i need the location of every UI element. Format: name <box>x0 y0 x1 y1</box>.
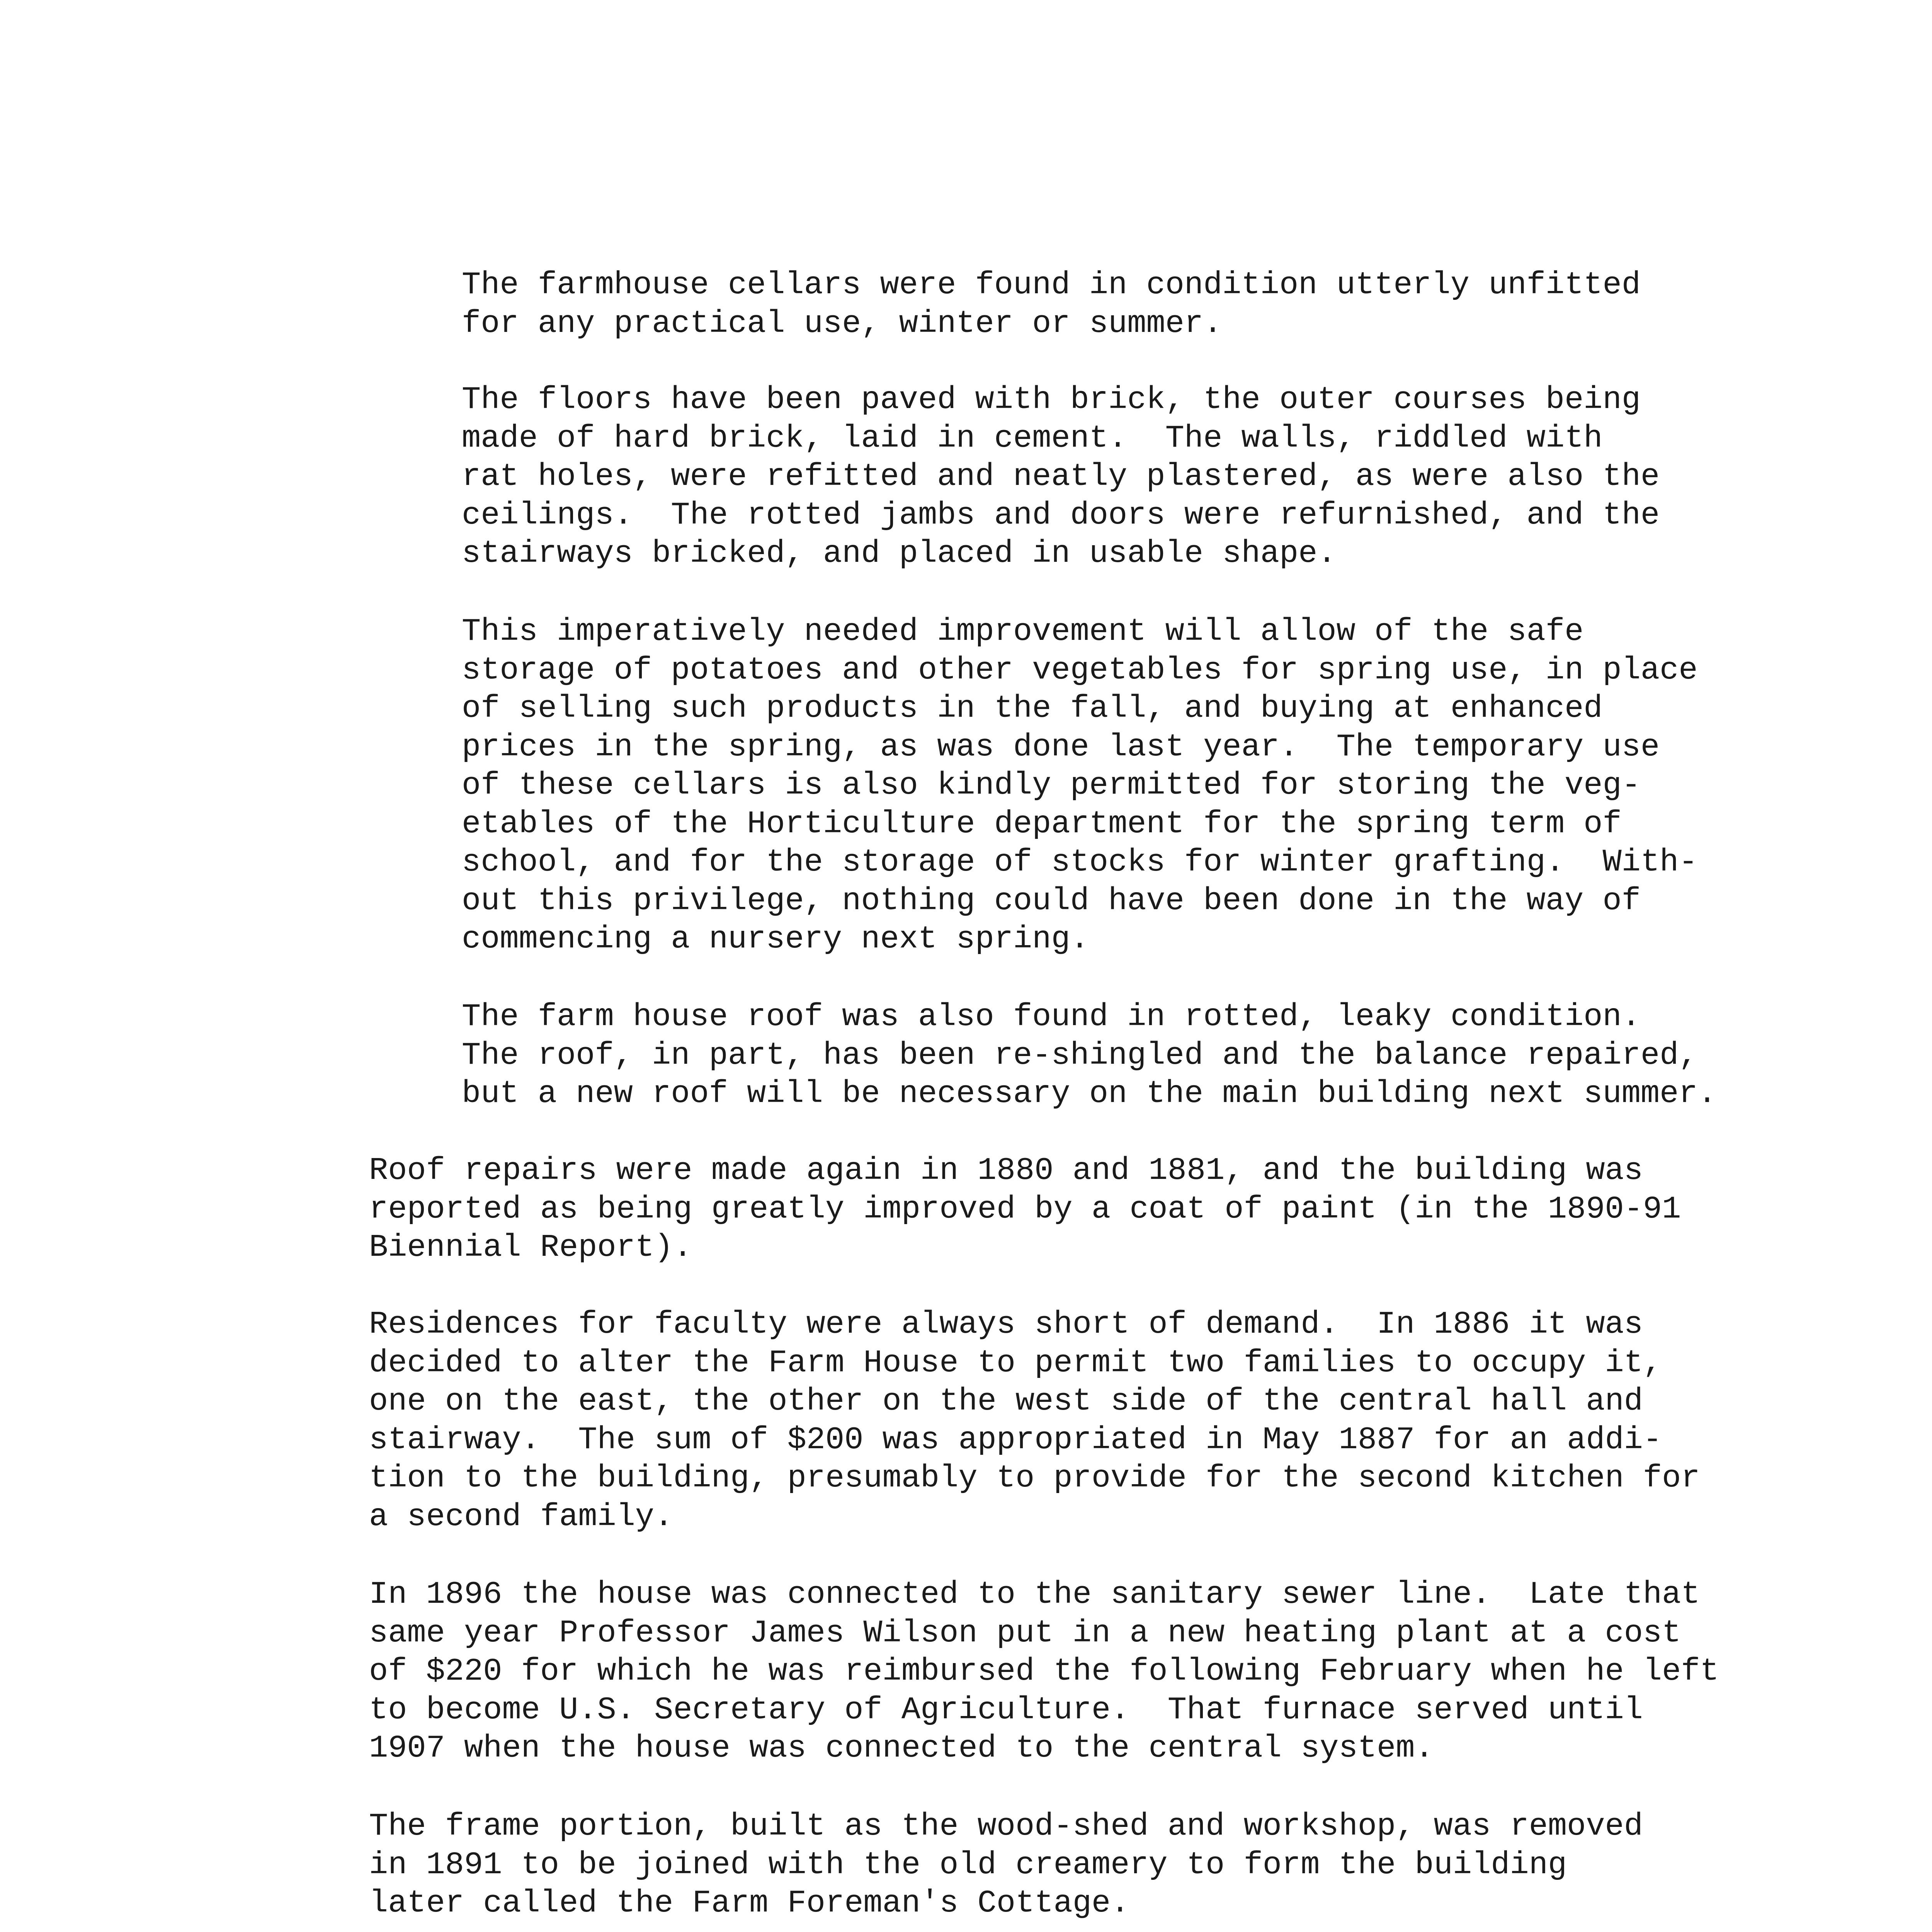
text-line: made of hard brick, laid in cement. The walls, riddled with <box>462 420 1603 456</box>
text-line: stairway. The sum of $200 was appropriated in May 1887 for an addi- <box>369 1422 1662 1458</box>
text-line: Roof repairs were made again in 1880 and 1881, and the building was <box>369 1153 1643 1189</box>
text-line: decided to alter the Farm House to permit two families to occupy it, <box>369 1345 1662 1381</box>
text-line: The floors have been paved with brick, the outer courses being <box>462 382 1641 418</box>
text-line: in 1891 to be joined with the old creamery to form the building <box>369 1847 1567 1883</box>
text-line: same year Professor James Wilson put in a new heating plant at a cost <box>369 1615 1681 1651</box>
text-line: later called the Farm Foreman's Cottage. <box>369 1885 1130 1921</box>
text-line: commencing a nursery next spring. <box>462 921 1089 957</box>
text-line: to become U.S. Secretary of Agriculture. That furnace served until <box>369 1692 1643 1728</box>
body-paragraph-frame-portion <box>369 1807 1643 1923</box>
quote-paragraph-improvement <box>462 612 1698 959</box>
body-paragraph-roof-repairs <box>369 1151 1681 1267</box>
text-line: of these cellars is also kindly permitted for storing the veg- <box>462 767 1641 803</box>
text-line: The frame portion, built as the wood-shed and workshop, was removed <box>369 1808 1643 1844</box>
text-line: a second family. <box>369 1498 673 1535</box>
text-line: ceilings. The rotted jambs and doors were refurnished, and the <box>462 497 1660 533</box>
text-line: stairways bricked, and placed in usable shape. <box>462 536 1337 571</box>
text-line: This imperatively needed improvement will allow of the safe <box>462 614 1584 650</box>
text-line: school, and for the storage of stocks for winter grafting. With- <box>462 844 1698 880</box>
text-line: but a new roof will be necessary on the main building next summer. <box>462 1076 1717 1112</box>
body-paragraph-sewer-heating <box>369 1575 1719 1768</box>
body-paragraph-residences <box>369 1305 1700 1536</box>
quote-paragraph-floors <box>462 381 1660 573</box>
text-line: In 1896 the house was connected to the sanitary sewer line. Late that <box>369 1577 1700 1612</box>
text-line: prices in the spring, as was done last year. The temporary use <box>462 729 1660 765</box>
text-line: out this privilege, nothing could have been done in the way of <box>462 883 1641 919</box>
text-line: The farm house roof was also found in rotted, leaky condition. <box>462 999 1641 1035</box>
text-line: tion to the building, presumably to provide for the second kitchen for <box>369 1460 1700 1496</box>
text-line: one on the east, the other on the west side of the central hall and <box>369 1383 1643 1419</box>
text-line: of selling such products in the fall, and buying at enhanced <box>462 690 1603 726</box>
text-line: storage of potatoes and other vegetables for spring use, in place <box>462 652 1698 688</box>
text-line: 1907 when the house was connected to the central system. <box>369 1730 1434 1766</box>
text-line: of $220 for which he was reimbursed the following February when he left <box>369 1653 1719 1689</box>
text-line: for any practical use, winter or summer. <box>462 305 1223 342</box>
text-line: reported as being greatly improved by a coat of paint (in the 1890-91 <box>369 1191 1681 1227</box>
text-line: The farmhouse cellars were found in condition utterly unfitted <box>462 267 1641 303</box>
text-line: etables of the Horticulture department for the spring term of <box>462 806 1622 842</box>
text-line: Biennial Report). <box>369 1230 692 1265</box>
quote-paragraph-cellars <box>462 266 1641 343</box>
quote-paragraph-roof <box>462 998 1717 1113</box>
text-line: Residences for faculty were always short of demand. In 1886 it was <box>369 1306 1643 1342</box>
text-line: rat holes, were refitted and neatly plastered, as were also the <box>462 459 1660 495</box>
text-line: The roof, in part, has been re-shingled and the balance repaired, <box>462 1037 1698 1073</box>
